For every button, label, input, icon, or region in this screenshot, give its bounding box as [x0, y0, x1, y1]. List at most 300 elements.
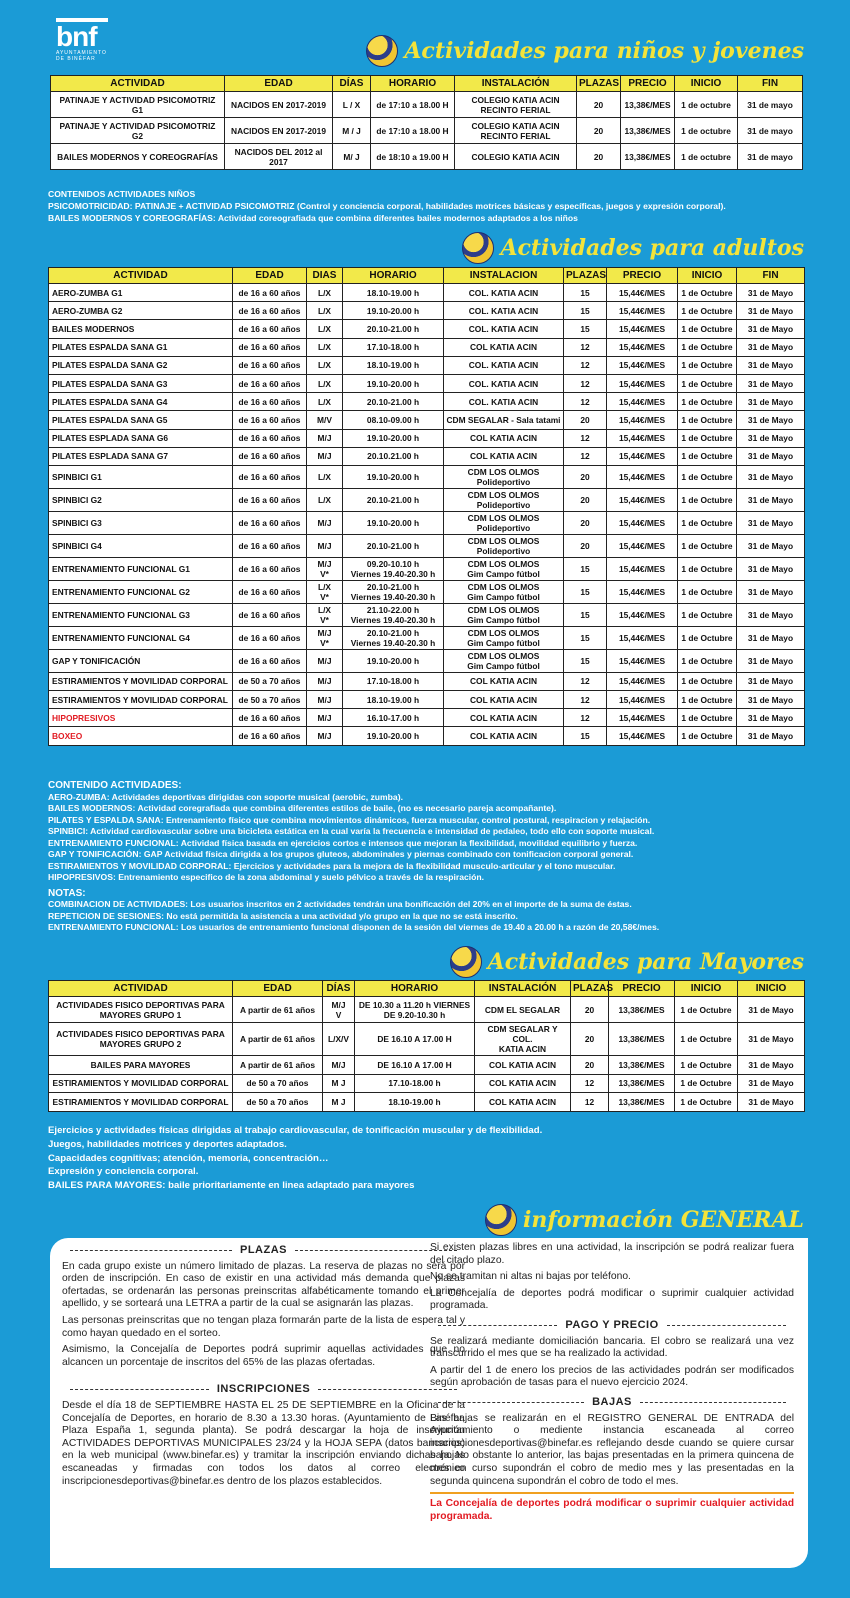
- table-cell: 15,44€/MES: [607, 429, 678, 447]
- cell-line: COLEGIO KATIA ACIN: [471, 94, 560, 105]
- table-cell: de 16 a 60 años: [233, 465, 307, 488]
- note-line: SPINBICI: Actividad cardiovascular sobre una bicicleta estática en la cual varía la frecuencia e intensidad de pedaleo, todo ello con soporte musical.: [48, 826, 655, 836]
- table-cell: 1 de Octubre: [678, 534, 737, 557]
- cell-line: Viernes 19.40-20.30 h: [350, 591, 436, 602]
- table-cell: 20: [564, 488, 607, 511]
- table-cell: 31 de Mayo: [737, 672, 805, 690]
- table-cell: PATINAJE Y ACTIVIDAD PSICOMOTRIZ G1: [51, 92, 225, 118]
- table-cell: 12: [564, 338, 607, 356]
- note-line: PILATES Y ESPALDA SANA: Entrenamiento físico que combina movimientos dinámicos, fuerza muscular, control postural, respiracion y relajación.: [48, 814, 651, 825]
- table-row: [49, 727, 805, 745]
- table-cell: 1 de Octubre: [678, 447, 737, 465]
- table-cell: L/X: [307, 374, 343, 392]
- table-cell: 18.10-19.00 h: [343, 691, 444, 709]
- table-cell: 12: [564, 393, 607, 411]
- cell-line: Polideportivo: [476, 545, 531, 556]
- table-row: [49, 1093, 805, 1112]
- cell-line: CDM LOS OLMOS: [467, 535, 540, 546]
- table-cell: 12: [564, 356, 607, 374]
- plazas-p3: Asimismo, la Concejalía de Deportes podrá suprimir aquellas actividades que no alcancen un porcentaje de inscritos del 65% de las plazas ofertadas.: [62, 1344, 465, 1368]
- table-cell: 1 de Octubre: [678, 649, 737, 672]
- table-cell: PILATES ESPALDA SANA G1: [49, 338, 233, 356]
- table-cell: M/V: [307, 411, 343, 429]
- table-cell: de 16 a 60 años: [233, 393, 307, 411]
- note-line: BAILES MODERNOS Y COREOGRAFÍAS: Actividad coreografiada que combina diferentes bailes modernos adaptados a los niños: [48, 213, 578, 223]
- table-cell: 31 de Mayo: [737, 534, 805, 557]
- note-line: ESTIRAMIENTOS Y MOVILIDAD CORPORAL: Ejercicios y actividades para la mejora de la flexibilidad musculo-articular y el tono muscular.: [48, 860, 616, 871]
- section-title-text: Actividades para niños y jovenes: [404, 38, 804, 64]
- table-cell: BAILES MODERNOS: [49, 320, 233, 338]
- table-cell: COL KATIA ACIN: [475, 1056, 571, 1075]
- table-cell: [455, 118, 577, 144]
- table-cell: COL. KATIA ACIN: [444, 284, 564, 302]
- table-cell: 15,44€/MES: [607, 393, 678, 411]
- table-cell: ESTIRAMIENTOS Y MOVILIDAD CORPORAL: [49, 1074, 233, 1093]
- column-header: ACTIVIDAD: [51, 76, 225, 92]
- table-cell: 31 de Mayo: [738, 1056, 805, 1075]
- table-cell: de 50 a 70 años: [233, 1074, 323, 1093]
- table-cell: 20.10.21.00 h: [343, 447, 444, 465]
- table-cell: SPINBICI G3: [49, 511, 233, 534]
- cell-line: CDM LOS OLMOS: [467, 627, 540, 638]
- pago-title: PAGO Y PRECIO: [565, 1318, 659, 1331]
- table-cell: PILATES ESPALDA SANA G5: [49, 411, 233, 429]
- table-row: [49, 465, 805, 488]
- table-cell: 19.10-20.00 h: [343, 429, 444, 447]
- table-cell: COL KATIA ACIN: [444, 691, 564, 709]
- table-cell: [475, 1023, 571, 1056]
- pago-p2: A partir del 1 de enero los precios de las actividades podrán ser modificados según aprobación de tasas para el nuevo ejercicio 2024.: [430, 1364, 794, 1389]
- table-cell: COL KATIA ACIN: [444, 429, 564, 447]
- table-cell: 1 de Octubre: [675, 1056, 738, 1075]
- column-header: HORARIO: [355, 981, 475, 997]
- table-cell: SPINBICI G1: [49, 465, 233, 488]
- mayores-table: [48, 980, 805, 1112]
- logo-text: bnf: [56, 18, 108, 50]
- table-cell: 13,38€/MES: [609, 997, 675, 1023]
- ball-icon: [450, 946, 482, 978]
- table-cell: [49, 997, 233, 1023]
- note-line: PSICOMOTRICIDAD: PATINAJE + ACTIVIDAD PSICOMOTRIZ (Control y conciencia corporal, habilidades motrices básicas y específicas, juegos y expresión corporal).: [48, 201, 726, 211]
- table-cell: 19.10-20.00 h: [343, 465, 444, 488]
- table-cell: 31 de Mayo: [738, 1023, 805, 1056]
- table-cell: [444, 465, 564, 488]
- column-header: EDAD: [233, 981, 323, 997]
- column-header: FIN: [738, 76, 803, 92]
- table-row: [49, 429, 805, 447]
- table-cell: COL KATIA ACIN: [444, 447, 564, 465]
- cell-line: L/X: [317, 604, 332, 615]
- table-cell: 1 de Octubre: [678, 374, 737, 392]
- cell-line: KATIA ACIN: [498, 1044, 547, 1054]
- cell-line: Viernes 19.40-20.30 h: [350, 568, 436, 579]
- table-cell: 1 de Octubre: [678, 320, 737, 338]
- table-cell: 31 de Mayo: [738, 1074, 805, 1093]
- bajas-text: Las bajas se realizarán en el REGISTRO GENERAL DE ENTRADA del Ayuntamiento o mediente instancia escaneada al correo inscripcionesdeportivas@binefar.es reflejando desde cuando se quiere cursar baja. No obstante lo anterior, las bajas presentadas en la primera quincena de mes en curso supondrán el cobro de medio mes y las presentadas en la segunda quincena supondrán el cobro de todo el mes.: [430, 1412, 794, 1487]
- table-cell: de 16 a 60 años: [233, 580, 307, 603]
- pago-p1: Se realizará mediante domiciliación bancaria. El cobro se realizará una vez transcurrido el mes que se ha realizado la actividad.: [430, 1335, 794, 1360]
- note-heading: NOTAS:: [48, 887, 86, 899]
- cell-line: Gim Campo fútbol: [467, 660, 540, 671]
- table-row: [49, 672, 805, 690]
- table-cell: de 17:10 a 18.00 H: [371, 118, 455, 144]
- table-cell: [343, 580, 444, 603]
- table-cell: [307, 557, 343, 580]
- inscripciones-header: [62, 1383, 465, 1396]
- table-cell: 20: [577, 144, 621, 170]
- table-cell: AERO-ZUMBA G2: [49, 302, 233, 320]
- table-cell: 31 de Mayo: [737, 447, 805, 465]
- table-cell: 15,44€/MES: [607, 603, 678, 626]
- table-cell: 1 de Octubre: [678, 626, 737, 649]
- table-row: [49, 691, 805, 709]
- table-cell: COL. KATIA ACIN: [444, 356, 564, 374]
- table-cell: PILATES ESPLADA SANA G6: [49, 429, 233, 447]
- table-cell: 16.10-17.00 h: [343, 709, 444, 727]
- table-cell: M J: [323, 1093, 355, 1112]
- table-cell: COL. KATIA ACIN: [444, 374, 564, 392]
- table-cell: 15,44€/MES: [607, 374, 678, 392]
- table-cell: 19.10-20.00 h: [343, 727, 444, 745]
- table-cell: 15: [564, 302, 607, 320]
- cell-line: 21.10-22.00 h: [366, 604, 420, 615]
- ball-icon: [462, 232, 494, 264]
- table-cell: M / J: [333, 118, 371, 144]
- section-title-text: Actividades para adultos: [500, 235, 804, 261]
- table-row: [49, 1074, 805, 1093]
- table-cell: L/X: [307, 284, 343, 302]
- mayores-notes: [48, 1124, 542, 1193]
- table-cell: 20.10-21.00 h: [343, 488, 444, 511]
- table-cell: 15,44€/MES: [607, 691, 678, 709]
- table-cell: 15: [564, 557, 607, 580]
- table-cell: NACIDOS EN 2017-2019: [225, 118, 333, 144]
- column-header: HORARIO: [343, 268, 444, 284]
- table-cell: de 16 a 60 años: [233, 374, 307, 392]
- cell-line: CDM LOS OLMOS: [467, 466, 540, 477]
- table-cell: COL. KATIA ACIN: [444, 320, 564, 338]
- table-cell: ESTIRAMIENTOS Y MOVILIDAD CORPORAL: [49, 691, 233, 709]
- cell-line: ACTIVIDADES FISICO DEPORTIVAS PARA: [56, 999, 225, 1010]
- cell-line: 20.10-21.00 h: [366, 627, 420, 638]
- column-header: ACTIVIDAD: [49, 268, 233, 284]
- table-row: [49, 557, 805, 580]
- table-cell: 15,44€/MES: [607, 447, 678, 465]
- table-cell: COL KATIA ACIN: [444, 672, 564, 690]
- ninos-table: [50, 75, 803, 170]
- table-cell: [444, 534, 564, 557]
- table-cell: 19.10-20.00 h: [343, 649, 444, 672]
- table-cell: 15: [564, 580, 607, 603]
- table-cell: BOXEO: [49, 727, 233, 745]
- table-cell: de 50 a 70 años: [233, 1093, 323, 1112]
- table-cell: [444, 649, 564, 672]
- table-cell: 31 de Mayo: [737, 429, 805, 447]
- table-cell: 1 de Octubre: [678, 338, 737, 356]
- right-p3: La Concejalía de deportes podrá modificar o suprimir cualquier actividad programada.: [430, 1287, 794, 1312]
- table-cell: 12: [564, 429, 607, 447]
- table-cell: de 16 a 60 años: [233, 727, 307, 745]
- divider: [430, 1492, 794, 1494]
- table-cell: COL KATIA ACIN: [444, 338, 564, 356]
- table-cell: 15,44€/MES: [607, 649, 678, 672]
- table-cell: 15,44€/MES: [607, 534, 678, 557]
- table-cell: 17.10-18.00 h: [355, 1074, 475, 1093]
- ball-icon: [485, 1204, 517, 1236]
- table-cell: [444, 626, 564, 649]
- cell-line: Polideportivo: [476, 499, 531, 510]
- table-cell: 31 de mayo: [738, 92, 803, 118]
- cell-line: Viernes 19.40-20.30 h: [350, 614, 436, 625]
- cell-line: CDM LOS OLMOS: [467, 650, 540, 661]
- table-cell: L/X/V: [323, 1023, 355, 1056]
- table-row: [49, 320, 805, 338]
- cell-line: V*: [320, 637, 329, 648]
- table-cell: 1 de Octubre: [678, 429, 737, 447]
- cell-line: M/J: [317, 558, 332, 569]
- table-cell: 20: [577, 92, 621, 118]
- cell-line: V*: [320, 568, 329, 579]
- table-cell: 1 de Octubre: [678, 411, 737, 429]
- cell-line: 20.10-21.00 h: [366, 581, 420, 592]
- table-cell: 13,38€/MES: [621, 92, 675, 118]
- note-heading: CONTENIDO ACTIVIDADES:: [48, 780, 182, 791]
- cell-line: CDM SEGALAR Y COL.: [487, 1024, 558, 1044]
- table-cell: 12: [564, 672, 607, 690]
- table-cell: 12: [564, 709, 607, 727]
- table-cell: M/J: [307, 534, 343, 557]
- table-cell: 31 de Mayo: [737, 356, 805, 374]
- table-cell: A partir de 61 años: [233, 1023, 323, 1056]
- adultos-table: [48, 267, 805, 746]
- column-header: INICIO: [675, 76, 738, 92]
- table-cell: de 16 a 60 años: [233, 557, 307, 580]
- table-cell: COLEGIO KATIA ACIN: [455, 144, 577, 170]
- table-cell: 15,44€/MES: [607, 727, 678, 745]
- table-cell: COL KATIA ACIN: [475, 1074, 571, 1093]
- table-cell: 1 de Octubre: [678, 691, 737, 709]
- table-cell: 15: [564, 603, 607, 626]
- table-cell: de 16 a 60 años: [233, 511, 307, 534]
- inscripciones-title: INSCRIPCIONES: [216, 1383, 311, 1396]
- table-cell: 31 de Mayo: [737, 511, 805, 534]
- column-header: INICIO: [678, 268, 737, 284]
- table-cell: 31 de Mayo: [737, 374, 805, 392]
- table-cell: 12: [571, 1074, 609, 1093]
- table-cell: PILATES ESPALDA SANA G2: [49, 356, 233, 374]
- table-cell: 1 de Octubre: [678, 511, 737, 534]
- table-cell: 1 de Octubre: [678, 356, 737, 374]
- section-title-mayores: [450, 945, 804, 979]
- column-header: INSTALACIÓN: [455, 76, 577, 92]
- column-header: INICIO: [675, 981, 738, 997]
- table-cell: [444, 488, 564, 511]
- table-cell: 1 de Octubre: [678, 302, 737, 320]
- section-title-text: información GENERAL: [523, 1207, 804, 1233]
- table-cell: PILATES ESPLADA SANA G7: [49, 447, 233, 465]
- column-header: DIAS: [307, 268, 343, 284]
- table-cell: 1 de Octubre: [678, 393, 737, 411]
- table-cell: 31 de Mayo: [737, 338, 805, 356]
- section-title-adultos: [462, 231, 804, 265]
- table-row: [49, 302, 805, 320]
- table-cell: de 16 a 60 años: [233, 626, 307, 649]
- table-cell: [444, 603, 564, 626]
- table-cell: 31 de mayo: [738, 144, 803, 170]
- table-cell: A partir de 61 años: [233, 1056, 323, 1075]
- table-cell: 17.10-18.00 h: [343, 672, 444, 690]
- column-header: PRECIO: [609, 981, 675, 997]
- table-cell: [444, 511, 564, 534]
- column-header: PLAZAS: [564, 268, 607, 284]
- cell-line: CDM LOS OLMOS: [467, 604, 540, 615]
- table-cell: 1 de Octubre: [678, 603, 737, 626]
- table-cell: L/X: [307, 320, 343, 338]
- section-title-ninos: [366, 34, 804, 68]
- table-cell: de 18:10 a 19.00 H: [371, 144, 455, 170]
- table-cell: BAILES MODERNOS Y COREOGRAFÍAS: [51, 144, 225, 170]
- table-cell: 15,44€/MES: [607, 338, 678, 356]
- note-line: ENTRENAMIENTO FUNCIONAL: Los usuarios de entrenamiento funcional disponen de la sesión del viernes de 19.40 a 20.00 h a razón de 20,58€/mes.: [48, 922, 660, 932]
- table-cell: DE 16.10 A 17.00 H: [355, 1056, 475, 1075]
- cell-line: DE 9.20-10.30 h: [383, 1009, 446, 1020]
- table-row: [49, 488, 805, 511]
- table-cell: 15,44€/MES: [607, 284, 678, 302]
- table-cell: 31 de Mayo: [737, 649, 805, 672]
- note-line: GAP Y TONIFICACIÓN: GAP Actividad física dirigida a los grupos gluteos, abdominales y piernas combinado con tonificacion corporal general.: [48, 849, 634, 859]
- section-title-info: [485, 1203, 804, 1237]
- table-cell: PATINAJE Y ACTIVIDAD PSICOMOTRIZ G2: [51, 118, 225, 144]
- plazas-title: PLAZAS: [240, 1244, 287, 1256]
- bnf-logo: [56, 18, 108, 66]
- table-cell: de 16 a 60 años: [233, 603, 307, 626]
- bajas-header: [430, 1396, 794, 1409]
- table-cell: [323, 997, 355, 1023]
- table-cell: 15: [564, 727, 607, 745]
- table-cell: 31 de mayo: [738, 118, 803, 144]
- column-header: FIN: [737, 268, 805, 284]
- table-cell: 19.10-20.00 h: [343, 302, 444, 320]
- table-cell: SPINBICI G2: [49, 488, 233, 511]
- table-cell: 15,44€/MES: [607, 626, 678, 649]
- table-cell: 08.10-09.00 h: [343, 411, 444, 429]
- note-line: CONTENIDOS ACTIVIDADES NIÑOS: [48, 189, 196, 199]
- section-title-text: Actividades para Mayores: [487, 949, 804, 975]
- table-cell: 20: [564, 411, 607, 429]
- cell-line: MAYORES GRUPO 2: [99, 1039, 182, 1049]
- table-cell: 19.10-20.00 h: [343, 374, 444, 392]
- ball-icon: [366, 35, 398, 67]
- info-right-column: [430, 1238, 794, 1527]
- table-cell: 1 de Octubre: [675, 997, 738, 1023]
- table-cell: 13,38€/MES: [621, 118, 675, 144]
- column-header: DÍAS: [333, 76, 371, 92]
- table-row: [49, 356, 805, 374]
- table-cell: CDM SEGALAR - Sala tatami: [444, 411, 564, 429]
- table-cell: 31 de Mayo: [737, 557, 805, 580]
- table-cell: 20: [577, 118, 621, 144]
- table-row: [49, 534, 805, 557]
- table-cell: 20: [564, 534, 607, 557]
- table-cell: de 16 a 60 años: [233, 338, 307, 356]
- table-cell: 31 de Mayo: [737, 727, 805, 745]
- table-cell: M J: [323, 1074, 355, 1093]
- cell-line: MAYORES GRUPO 1: [99, 1009, 182, 1020]
- bajas-title: BAJAS: [592, 1395, 632, 1408]
- column-header: INSTALACION: [444, 268, 564, 284]
- table-cell: de 16 a 60 años: [233, 447, 307, 465]
- column-header: DÍAS: [323, 981, 355, 997]
- table-cell: 1 de octubre: [675, 118, 738, 144]
- table-cell: 12: [564, 691, 607, 709]
- table-cell: 13,38€/MES: [609, 1074, 675, 1093]
- note-line: BAILES PARA MAYORES: baile prioritariamente en linea adaptado para mayores: [48, 1180, 415, 1192]
- cell-line: RECINTO FERIAL: [480, 104, 551, 115]
- plazas-p2: Las personas preinscritas que no tengan plaza formarán parte de la lista de espera tal y como hayan quedado en el sorteo.: [62, 1314, 465, 1339]
- table-cell: 31 de Mayo: [737, 691, 805, 709]
- column-header: PLAZAS: [571, 981, 609, 997]
- table-cell: [455, 92, 577, 118]
- table-row: [49, 997, 805, 1023]
- table-cell: M/J: [307, 429, 343, 447]
- inscripciones-text: Desde el día 18 de SEPTIEMBRE HASTA EL 25 DE SEPTIEMBRE en la Oficina de la Concejalía de Deportes, en horario de 8.30 a 13.30 horas. (Ayuntamiento de Binéfar, Plaza España 1, segunda planta). Se podrá descargar la hoja de inscripción ACTIVIDADES DEPORTIVAS MUNICIPALES 23/24 y la HOJA SEPA (datos bancarios) en la web municipal (www.binefar.es) y tramitar la inscripción enviando dichas hojas escaneadas y firmadas con todos los datos al correo electrónico inscripcionesdeportivas@binefar.es dentro de los plazos establecidos.: [62, 1399, 465, 1487]
- table-cell: COL KATIA ACIN: [475, 1093, 571, 1112]
- table-cell: 18.10-19.00 h: [343, 284, 444, 302]
- table-cell: M/J: [307, 709, 343, 727]
- table-row: [49, 709, 805, 727]
- table-row: [49, 1023, 805, 1056]
- table-cell: 31 de Mayo: [737, 393, 805, 411]
- table-cell: [343, 603, 444, 626]
- cell-line: M/J: [331, 999, 346, 1010]
- table-cell: M/J: [307, 672, 343, 690]
- note-line: COMBINACION DE ACTIVIDADES: Los usuarios inscritos en 2 actividades tendrán una bonificación del 20% en el importe de la suma de éstas.: [48, 899, 632, 909]
- table-cell: de 50 a 70 años: [233, 691, 307, 709]
- cell-line: Viernes 19.40-20.30 h: [350, 637, 436, 648]
- table-cell: 1 de Octubre: [678, 557, 737, 580]
- cell-line: V*: [320, 614, 329, 625]
- table-cell: 13,38€/MES: [609, 1023, 675, 1056]
- table-cell: 13,38€/MES: [621, 144, 675, 170]
- table-cell: 15,44€/MES: [607, 320, 678, 338]
- table-row: [49, 580, 805, 603]
- info-general-box: [50, 1238, 808, 1568]
- table-cell: L / X: [333, 92, 371, 118]
- table-row: [51, 144, 803, 170]
- table-row: [49, 626, 805, 649]
- table-cell: 31 de Mayo: [738, 997, 805, 1023]
- table-cell: 1 de Octubre: [675, 1093, 738, 1112]
- cell-line: V: [335, 1009, 342, 1020]
- table-cell: 31 de Mayo: [737, 488, 805, 511]
- column-header: PRECIO: [607, 268, 678, 284]
- table-cell: de 16 a 60 años: [233, 488, 307, 511]
- table-cell: AERO-ZUMBA G1: [49, 284, 233, 302]
- table-cell: 15: [564, 626, 607, 649]
- table-cell: M/J: [307, 727, 343, 745]
- cell-line: COLEGIO KATIA ACIN: [471, 120, 560, 131]
- table-cell: 31 de Mayo: [737, 284, 805, 302]
- table-cell: 13,38€/MES: [609, 1093, 675, 1112]
- cell-line: Gim Campo fútbol: [467, 637, 540, 648]
- table-cell: 15: [564, 284, 607, 302]
- plazas-p1: En cada grupo existe un número limitado de plazas. La reserva de plazas no será por orden de inscripción. En caso de existir en una actividad más demanda que plazas ofertadas, se ordenarán las personas preinscritas alfabéticamente tomando el primer apellido, y se sorteará una LETRA a partir de la cual se asignarán las plazas.: [62, 1260, 465, 1310]
- table-row: [49, 603, 805, 626]
- table-cell: [307, 603, 343, 626]
- table-row: [49, 284, 805, 302]
- cell-line: M/J: [317, 627, 332, 638]
- table-cell: 12: [564, 447, 607, 465]
